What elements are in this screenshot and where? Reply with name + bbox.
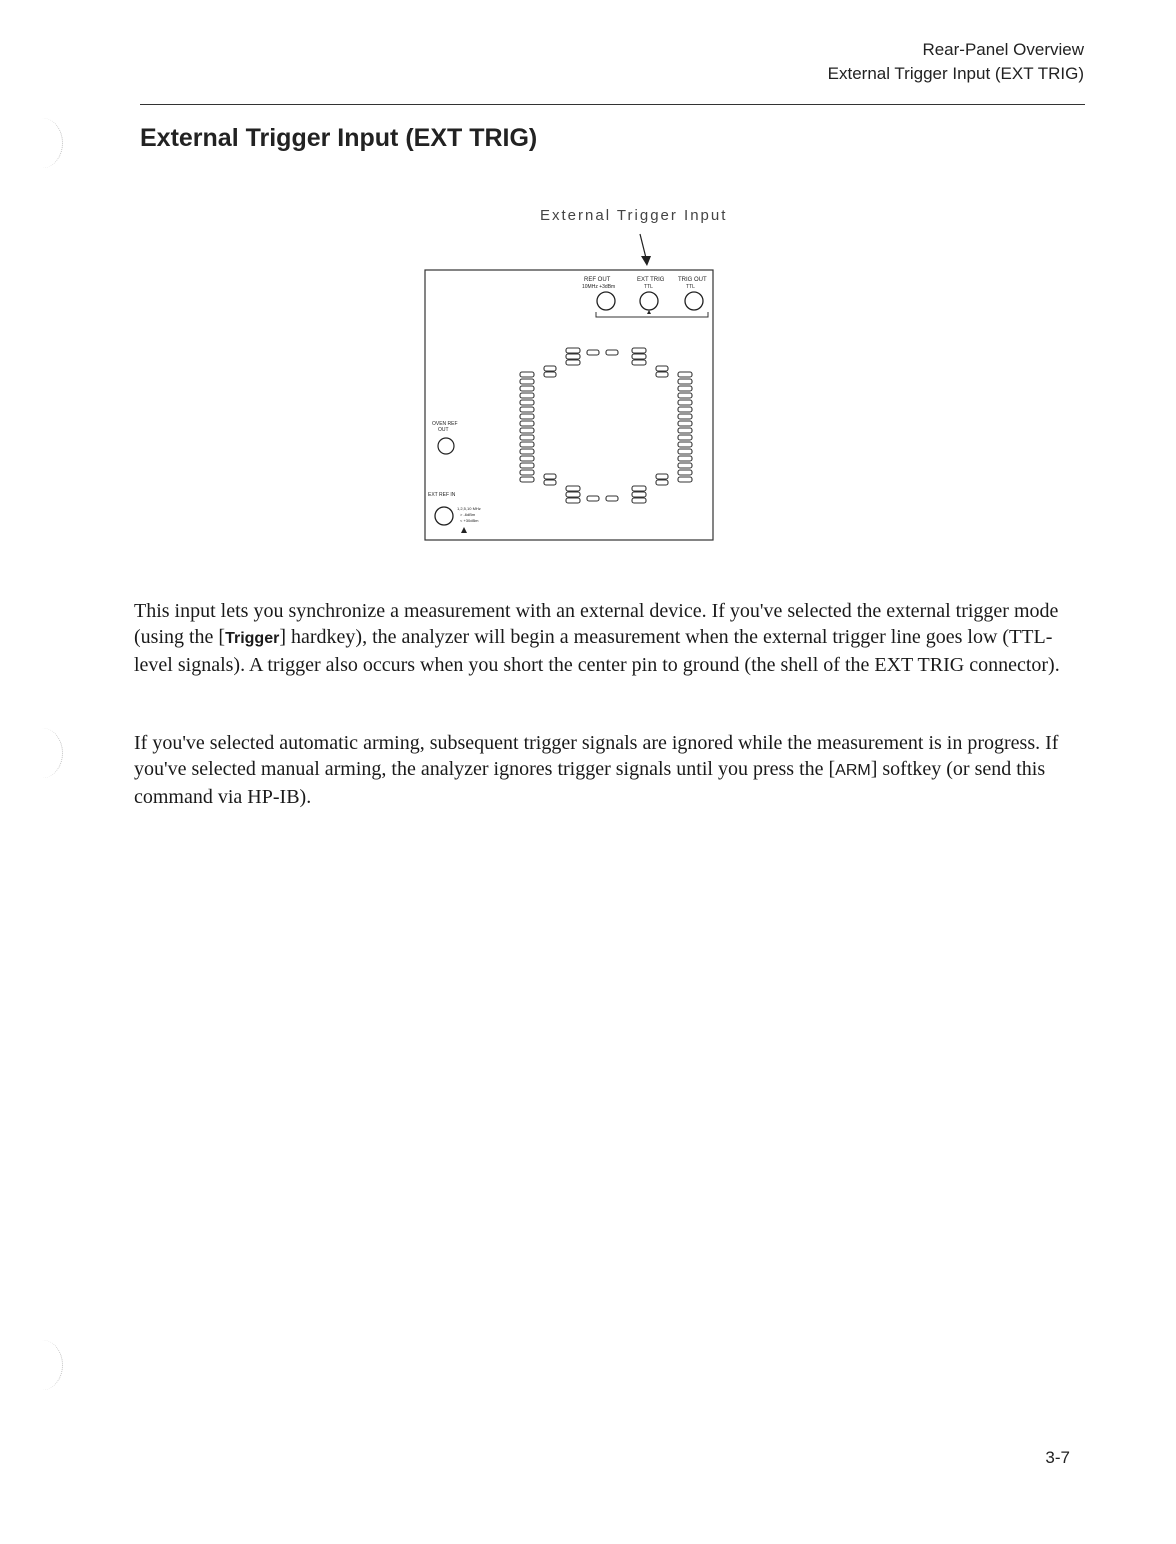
caption-pointer-line: [640, 234, 646, 258]
panel-outline: [425, 270, 713, 540]
ref-out-spec: 10MHz +3dBm: [582, 284, 616, 290]
ext-ref-spec3: < +30dBm: [460, 518, 479, 523]
paragraph-text: ] hardkey), the analyzer will begin a measurement when the external trigger line goes low (TTL-level signals). A trigger also occurs when you short the center pin to ground (the shell of the EXT TRIG connector).: [134, 626, 1060, 676]
ext-ref-in-label: EXT REF IN: [428, 492, 456, 498]
oven-ref-out-label: OUT: [438, 427, 449, 433]
paragraph-text: ] softkey (or send this command via HP-IB).: [134, 758, 1046, 808]
paragraph-text: This input lets you synchronize a measurement with an external device. If you've selected the external trigger mode (using the [: [134, 600, 1059, 648]
paragraph-external-trigger: [134, 598, 1074, 678]
ref-out-label: REF OUT: [584, 277, 611, 283]
header-section: Rear-Panel Overview: [922, 40, 1084, 59]
header-topic: External Trigger Input (EXT TRIG): [827, 64, 1084, 83]
oven-ref-label: OVEN REF: [432, 421, 458, 427]
ext-ref-spec1: 1,2,5,10 MHz: [457, 506, 481, 511]
page-number: 3-7: [1045, 1448, 1070, 1467]
rear-panel-diagram: [420, 230, 720, 560]
ext-ref-spec2: > -6dBm: [460, 512, 476, 517]
caption-arrow-head: [641, 256, 651, 266]
warning-triangle: [647, 310, 651, 314]
oven-ref-out-connector: [438, 438, 454, 454]
trig-out-label: TRIG OUT: [678, 277, 707, 283]
scan-artifact: [22, 1340, 63, 1390]
arm-softkey-label: ARM: [835, 762, 871, 779]
paragraph-arming: [134, 730, 1074, 810]
header-rule: [140, 104, 1085, 105]
slot-array: [520, 348, 692, 503]
ext-trig-connector: [640, 292, 658, 310]
figure-caption: External Trigger Input: [540, 207, 728, 224]
page-title: External Trigger Input (EXT TRIG): [140, 124, 538, 152]
trig-out-connector: [685, 292, 703, 310]
trig-out-spec: TTL: [686, 284, 695, 290]
scan-artifact: [22, 118, 63, 168]
running-header: [828, 38, 1084, 86]
paragraph-text: If you've selected automatic arming, subsequent trigger signals are ignored while the measurement is in progress. If you've selected manual arming, the analyzer ignores trigger signals until you press the [: [134, 732, 1059, 780]
warning-triangle: [461, 527, 467, 533]
scan-artifact: [22, 728, 63, 778]
trigger-hardkey-label: Trigger: [225, 630, 280, 647]
ext-trig-label: EXT TRIG: [637, 277, 665, 283]
ref-out-connector: [597, 292, 615, 310]
ground-bracket: [596, 312, 708, 317]
ext-trig-spec: TTL: [644, 284, 653, 290]
ext-ref-in-connector: [435, 507, 453, 525]
